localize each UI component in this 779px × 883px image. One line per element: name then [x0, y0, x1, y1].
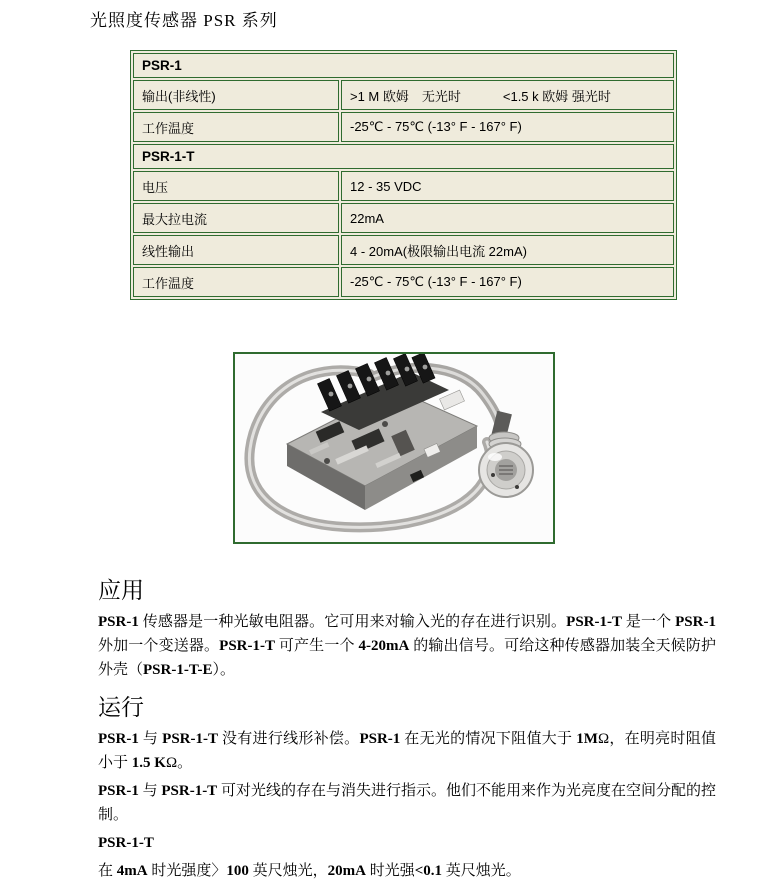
photocell-head: [479, 411, 533, 497]
paragraph-operation-3: 在 4mA 时光强度〉100 英尺烛光，20mA 时光强<0.1 英尺烛光。: [98, 863, 521, 879]
table-row: [133, 144, 674, 169]
row-label: 线性输出: [133, 235, 339, 265]
row-value: [341, 80, 674, 110]
sensor-module-illustration: [235, 354, 553, 542]
product-photo: [233, 352, 555, 544]
row-value-part1: >1 M 欧姆 无光时: [350, 88, 461, 104]
section-heading-operation: 运行: [98, 695, 144, 720]
table-row: [133, 267, 674, 297]
table-row: [133, 235, 674, 265]
row-value-part2: <1.5 k 欧姆 强光时: [502, 88, 611, 104]
paragraph-operation-1: PSR-1 与 PSR-1-T 没有进行线形补偿。PSR-1 在无光的情况下阻值大于 1MΩ，在明亮时阻值小于 1.5 KΩ。: [98, 731, 716, 771]
paragraph-application: PSR-1 传感器是一种光敏电阻器。它可用来对输入光的存在进行识别。PSR-1-T 是一个 PSR-1 外加一个变送器。PSR-1-T 可产生一个 4-20mA 的输出信号。可给这种传感器加装全天候防护外壳（PSR-1-T-E）。: [98, 614, 716, 678]
row-value: -25℃ - 75℃ (-13° F - 167° F): [341, 267, 674, 297]
text-content: [98, 576, 716, 883]
table-row: [133, 171, 674, 201]
table-section-header-psr-1: PSR-1: [133, 53, 674, 78]
row-label: 电压: [133, 171, 339, 201]
table-row: [133, 80, 674, 110]
spec-table: [130, 50, 677, 300]
row-value: 4 - 20mA(极限输出电流 22mA): [341, 235, 674, 265]
section-application: [98, 576, 716, 682]
row-label: 输出(非线性): [133, 80, 339, 110]
row-label: 工作温度: [133, 267, 339, 297]
table-section-header-psr-1-t: PSR-1-T: [133, 144, 674, 169]
row-label: 工作温度: [133, 112, 339, 142]
section-operation: [98, 693, 716, 883]
table-row: [133, 53, 674, 78]
table-row: [133, 112, 674, 142]
row-value: -25℃ - 75℃ (-13° F - 167° F): [341, 112, 674, 142]
paragraph-operation-model: PSR-1-T: [98, 835, 154, 851]
row-value: 22mA: [341, 203, 674, 233]
row-value: 12 - 35 VDC: [341, 171, 674, 201]
section-heading-application: 应用: [98, 578, 144, 603]
row-label: 最大拉电流: [133, 203, 339, 233]
paragraph-operation-2: PSR-1 与 PSR-1-T 可对光线的存在与消失进行指示。他们不能用来作为光亮度在空间分配的控制。: [98, 783, 716, 823]
page-title: 光照度传感器 PSR 系列: [90, 11, 278, 30]
table-row: [133, 203, 674, 233]
